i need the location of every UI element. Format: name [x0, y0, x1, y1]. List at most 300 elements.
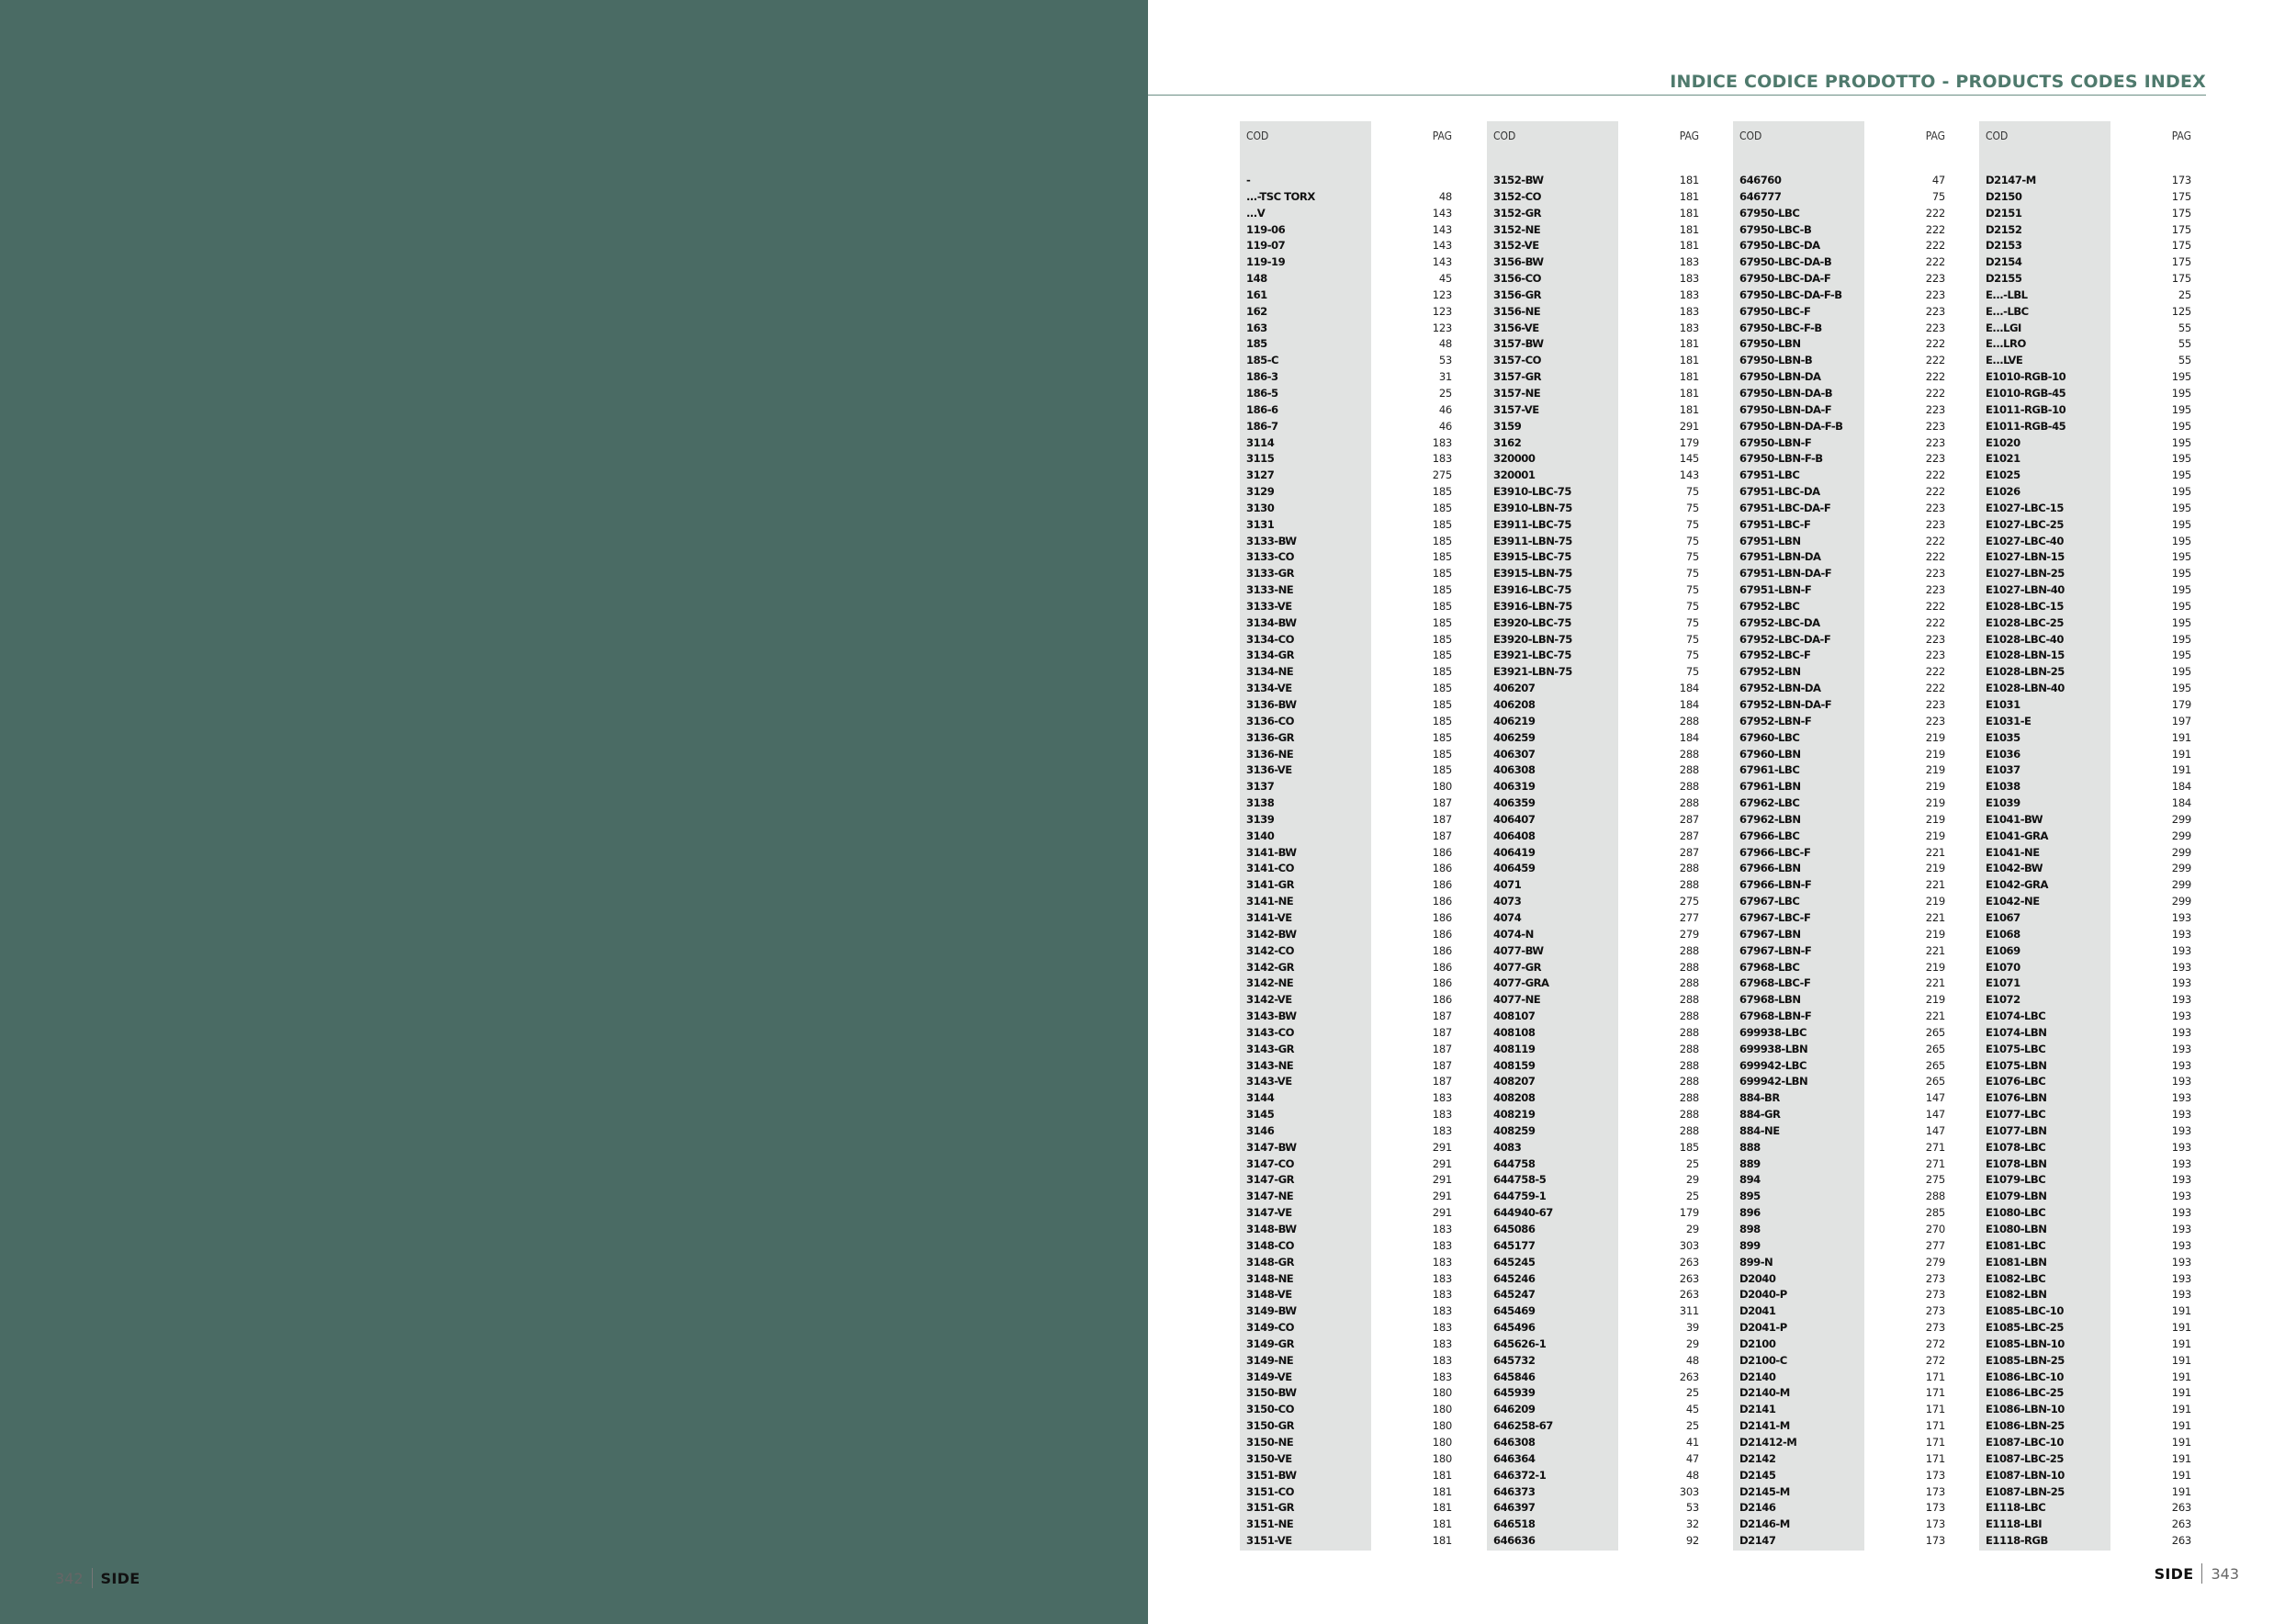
- page-ref: 277: [1925, 1238, 1945, 1252]
- page-ref: 185: [1432, 501, 1452, 514]
- product-code: E1027-LBC-15: [1986, 501, 2064, 514]
- index-row: [1240, 534, 1454, 550]
- index-row: [1240, 894, 1454, 910]
- page-ref: 181: [1432, 1534, 1452, 1548]
- page-ref: 186: [1432, 960, 1452, 974]
- index-row: [1979, 1336, 2193, 1353]
- index-row: [1240, 632, 1454, 648]
- index-row: [1733, 1140, 1947, 1156]
- product-code: 3152-GR: [1493, 206, 1542, 220]
- product-code: 3151-BW: [1246, 1468, 1297, 1482]
- product-code: E1077-LBN: [1986, 1123, 2047, 1137]
- product-code: 3148-CO: [1246, 1238, 1294, 1252]
- product-code: 3157-BW: [1493, 337, 1544, 351]
- index-row: [1487, 1320, 1701, 1336]
- index-row: [1487, 1205, 1701, 1222]
- index-row: [1240, 1205, 1454, 1222]
- index-row: [1240, 582, 1454, 599]
- index-row: [1240, 829, 1454, 845]
- product-code: 67952-LBN-DA-F: [1739, 698, 1832, 711]
- product-code: E1042-BW: [1986, 862, 2043, 875]
- index-row: [1733, 484, 1947, 501]
- page-ref: 195: [2171, 648, 2191, 662]
- product-code: E1086-LBN-10: [1986, 1403, 2065, 1416]
- index-row: [1733, 747, 1947, 763]
- page-ref: 219: [1925, 960, 1945, 974]
- page-ref: 187: [1432, 812, 1452, 826]
- index-row: [1733, 648, 1947, 664]
- index-row: [1240, 845, 1454, 862]
- product-code: E3910-LBC-75: [1493, 485, 1571, 499]
- product-code: 406308: [1493, 763, 1536, 777]
- product-code: 67950-LBC-DA-B: [1739, 255, 1832, 269]
- page-ref: 186: [1432, 878, 1452, 892]
- product-code: 645939: [1493, 1386, 1536, 1400]
- index-row: [1979, 1025, 2193, 1042]
- page-ref: 181: [1679, 206, 1699, 220]
- page-title: INDICE CODICE PRODOTTO - PRODUCTS CODES INDEX: [1670, 72, 2206, 92]
- product-code: 119-06: [1246, 222, 1286, 236]
- product-code: E1075-LBN: [1986, 1058, 2047, 1072]
- index-row: [1979, 697, 2193, 714]
- product-code: D2040: [1739, 1271, 1776, 1285]
- index-row: [1487, 615, 1701, 632]
- page-ref: 195: [2171, 550, 2191, 564]
- index-row: [1979, 517, 2193, 534]
- page-ref: 219: [1925, 747, 1945, 761]
- page-ref: 222: [1925, 468, 1945, 482]
- index-row: [1240, 664, 1454, 681]
- index-row: [1487, 1189, 1701, 1205]
- index-row: [1979, 747, 2193, 763]
- page-ref: 219: [1925, 993, 1945, 1007]
- product-code: 406208: [1493, 698, 1536, 711]
- index-row: [1240, 1353, 1454, 1370]
- index-row: [1733, 960, 1947, 976]
- page-ref: 288: [1679, 763, 1699, 777]
- product-code: 4074: [1493, 910, 1522, 924]
- product-code: E1118-LBI: [1986, 1517, 2043, 1531]
- folio-separator: [92, 1568, 93, 1588]
- page-ref: 221: [1925, 910, 1945, 924]
- product-code: 185-C: [1246, 354, 1279, 367]
- page-ref: 179: [2171, 698, 2191, 711]
- page-ref: 288: [1679, 1025, 1699, 1039]
- product-code: 67950-LBC-F-B: [1739, 321, 1822, 334]
- product-code: E1080-LBC: [1986, 1206, 2046, 1220]
- product-code: 406319: [1493, 780, 1536, 794]
- index-row: [1733, 1468, 1947, 1484]
- page-ref: 179: [1679, 1206, 1699, 1220]
- index-row: [1487, 877, 1701, 894]
- page-ref: 145: [1679, 452, 1699, 466]
- page-ref: 271: [1925, 1156, 1945, 1170]
- page-ref: 291: [1432, 1190, 1452, 1203]
- page-ref: 48: [1438, 337, 1452, 351]
- index-row: [1487, 222, 1701, 239]
- product-code: 67962-LBC: [1739, 796, 1800, 810]
- product-code: 406459: [1493, 862, 1536, 875]
- index-row: [1979, 861, 2193, 877]
- page-ref: 187: [1432, 1058, 1452, 1072]
- page-ref: 180: [1432, 1435, 1452, 1449]
- index-row: [1733, 1271, 1947, 1288]
- index-row: [1487, 336, 1701, 353]
- page-ref: 222: [1925, 682, 1945, 695]
- product-code: E1087-LBN-25: [1986, 1484, 2065, 1498]
- index-row: [1240, 501, 1454, 517]
- index-row: [1487, 976, 1701, 992]
- page-ref: 193: [2171, 1058, 2191, 1072]
- page-ref: 195: [2171, 632, 2191, 646]
- index-row: [1487, 861, 1701, 877]
- page-ref: 185: [1432, 682, 1452, 695]
- page-ref: 175: [2171, 222, 2191, 236]
- product-code: 4077-GRA: [1493, 976, 1549, 990]
- product-code: 3143-NE: [1246, 1058, 1294, 1072]
- product-code: D2100: [1739, 1336, 1776, 1350]
- index-row: [1240, 353, 1454, 369]
- product-code: 3150-NE: [1246, 1435, 1294, 1449]
- page-ref: 171: [1925, 1419, 1945, 1433]
- index-row: [1979, 1222, 2193, 1238]
- index-row: [1487, 1484, 1701, 1501]
- page-ref: 222: [1925, 354, 1945, 367]
- product-code: D2041: [1739, 1304, 1776, 1318]
- pag-header: PAG: [1679, 130, 1699, 142]
- product-code: E1028-LBN-15: [1986, 648, 2065, 662]
- product-code: 3150-CO: [1246, 1403, 1294, 1416]
- index-row: [1487, 566, 1701, 582]
- page-ref: 277: [1679, 910, 1699, 924]
- page-ref: 299: [2171, 895, 2191, 908]
- product-code: D2145: [1739, 1468, 1776, 1482]
- index-row: [1240, 1271, 1454, 1288]
- product-code: 67967-LBC-F: [1739, 910, 1811, 924]
- page-ref: 303: [1679, 1238, 1699, 1252]
- page-ref: 272: [1925, 1353, 1945, 1367]
- index-row: [1979, 1271, 2193, 1288]
- page-ref: 195: [2171, 682, 2191, 695]
- product-code: 3150-GR: [1246, 1419, 1295, 1433]
- index-row: [1979, 206, 2193, 222]
- page-ref: 299: [2171, 862, 2191, 875]
- page-ref: 25: [1438, 386, 1452, 400]
- index-row: [1979, 648, 2193, 664]
- product-code: 3141-VE: [1246, 910, 1292, 924]
- index-row: [1979, 1418, 2193, 1435]
- page-ref: 195: [2171, 370, 2191, 384]
- product-code: D2040-P: [1739, 1288, 1787, 1302]
- index-row: [1979, 254, 2193, 271]
- product-code: D2154: [1986, 255, 2022, 269]
- index-row: [1733, 894, 1947, 910]
- page-ref: 193: [2171, 1238, 2191, 1252]
- page-ref: 193: [2171, 1156, 2191, 1170]
- page-ref: 29: [1685, 1173, 1699, 1187]
- page-ref: 197: [2171, 714, 2191, 727]
- index-row: [1979, 386, 2193, 402]
- index-row: [1240, 615, 1454, 632]
- index-row: [1240, 927, 1454, 943]
- index-row: [1487, 517, 1701, 534]
- right-folio: [2155, 1562, 2239, 1585]
- index-row: [1240, 321, 1454, 337]
- product-code: 3127: [1246, 468, 1275, 482]
- page-ref: 195: [2171, 665, 2191, 679]
- index-row: [1979, 1189, 2193, 1205]
- page-ref: 191: [2171, 1304, 2191, 1318]
- index-row: [1487, 534, 1701, 550]
- product-code: 67951-LBC-F: [1739, 517, 1811, 531]
- cod-header: COD: [1246, 130, 1269, 142]
- index-row: [1979, 1320, 2193, 1336]
- page-ref: 181: [1432, 1517, 1452, 1531]
- product-code: D2140-M: [1739, 1386, 1790, 1400]
- product-code: E1011-RGB-45: [1986, 419, 2066, 433]
- index-row: [1487, 1156, 1701, 1173]
- index-row: [1240, 992, 1454, 1009]
- product-code: E1039: [1986, 796, 2020, 810]
- index-row: [1733, 1336, 1947, 1353]
- index-row: [1240, 566, 1454, 582]
- page-ref: 185: [1432, 747, 1452, 761]
- index-row: [1733, 714, 1947, 730]
- page-ref: 263: [1679, 1271, 1699, 1285]
- product-code: 3133-VE: [1246, 599, 1292, 613]
- index-row: [1979, 599, 2193, 615]
- index-row: [1240, 1484, 1454, 1501]
- product-code: 67951-LBN: [1739, 534, 1801, 547]
- index-row: [1487, 1336, 1701, 1353]
- title-divider: [1148, 95, 2206, 96]
- index-row: [1979, 288, 2193, 304]
- page-ref: 185: [1432, 583, 1452, 597]
- page-ref: 183: [1432, 1238, 1452, 1252]
- product-code: 3134-BW: [1246, 615, 1297, 629]
- index-row: [1733, 1484, 1947, 1501]
- pag-header: PAG: [1925, 130, 1945, 142]
- page-ref: 125: [2171, 304, 2191, 318]
- index-row: [1733, 1418, 1947, 1435]
- page-ref: 191: [2171, 1484, 2191, 1498]
- index-row: [1979, 943, 2193, 960]
- index-row: [1487, 484, 1701, 501]
- page-ref: 143: [1432, 255, 1452, 269]
- page-ref: 288: [1679, 1123, 1699, 1137]
- page-ref: 287: [1679, 812, 1699, 826]
- page-ref: 191: [2171, 763, 2191, 777]
- page-ref: 219: [1925, 796, 1945, 810]
- index-row: [1733, 762, 1947, 779]
- product-code: 119-19: [1246, 255, 1286, 269]
- page-ref: 222: [1925, 255, 1945, 269]
- page-ref: 193: [2171, 993, 2191, 1007]
- product-code: 3144: [1246, 1091, 1275, 1105]
- index-row: [1240, 1320, 1454, 1336]
- index-row: [1733, 1189, 1947, 1205]
- product-code: E1031-E: [1986, 714, 2032, 727]
- product-code: 3162: [1493, 435, 1522, 449]
- page-ref: 39: [1685, 1321, 1699, 1335]
- index-row: [1240, 943, 1454, 960]
- product-code: 67950-LBN-F: [1739, 435, 1812, 449]
- product-code: 67951-LBN-F: [1739, 583, 1812, 597]
- pag-header: PAG: [1432, 130, 1452, 142]
- page-ref: 185: [1432, 698, 1452, 711]
- index-row: [1487, 1402, 1701, 1418]
- page-ref: 183: [1432, 1336, 1452, 1350]
- page-ref: 185: [1432, 632, 1452, 646]
- page-ref: 180: [1432, 1386, 1452, 1400]
- page-ref: 219: [1925, 763, 1945, 777]
- index-row: [1979, 1009, 2193, 1025]
- product-code: 3148-NE: [1246, 1271, 1294, 1285]
- product-code: E1082-LBN: [1986, 1288, 2047, 1302]
- index-row: [1487, 1238, 1701, 1255]
- product-code: 3141-NE: [1246, 895, 1294, 908]
- product-code: 67951-LBC-DA: [1739, 485, 1820, 499]
- product-code: 3147-VE: [1246, 1206, 1292, 1220]
- index-row: [1487, 992, 1701, 1009]
- page-ref: 185: [1432, 485, 1452, 499]
- index-row: [1733, 173, 1947, 189]
- page-ref: 75: [1685, 567, 1699, 581]
- page-ref: 173: [1925, 1484, 1945, 1498]
- index-row: [1733, 419, 1947, 435]
- index-row: [1240, 1303, 1454, 1320]
- page-ref: 223: [1925, 304, 1945, 318]
- product-code: 3157-GR: [1493, 370, 1542, 384]
- product-code: 899-N: [1739, 1255, 1773, 1269]
- product-code: 645177: [1493, 1238, 1536, 1252]
- page-ref: 183: [1679, 321, 1699, 334]
- page-ref: 187: [1432, 1075, 1452, 1088]
- index-row: [1979, 1074, 2193, 1090]
- product-code: E1068: [1986, 927, 2020, 941]
- product-code: 3148-GR: [1246, 1255, 1295, 1269]
- brand-name-right: SIDE: [2154, 1564, 2194, 1583]
- page-ref: 288: [1679, 747, 1699, 761]
- product-code: E1010-RGB-10: [1986, 370, 2066, 384]
- page-ref: 263: [2171, 1517, 2191, 1531]
- product-code: 3152-BW: [1493, 174, 1544, 186]
- index-row: [1487, 386, 1701, 402]
- page-ref: 185: [1432, 550, 1452, 564]
- index-row: [1979, 1484, 2193, 1501]
- page-ref: 183: [1432, 1091, 1452, 1105]
- index-row: [1487, 468, 1701, 484]
- product-code: 406219: [1493, 714, 1536, 727]
- index-row: [1240, 960, 1454, 976]
- index-row: [1979, 451, 2193, 468]
- product-code: 67968-LBN-F: [1739, 1009, 1812, 1023]
- index-row: [1979, 1140, 2193, 1156]
- product-code: 3156-NE: [1493, 304, 1541, 318]
- page-ref: 191: [2171, 1451, 2191, 1465]
- page-ref: 265: [1925, 1058, 1945, 1072]
- page-ref: 193: [2171, 1123, 2191, 1137]
- index-row: [1240, 1042, 1454, 1058]
- page-ref: 219: [1925, 730, 1945, 744]
- product-code: 3143-GR: [1246, 1042, 1295, 1055]
- index-row: [1733, 1303, 1947, 1320]
- page-ref: 223: [1925, 452, 1945, 466]
- product-code: 3130: [1246, 501, 1275, 514]
- product-code: 67967-LBC: [1739, 895, 1800, 908]
- product-code: 67966-LBC: [1739, 829, 1800, 842]
- index-row: [1733, 697, 1947, 714]
- product-code: 3149-CO: [1246, 1321, 1294, 1335]
- product-code: 3151-GR: [1246, 1501, 1295, 1515]
- page-ref: 265: [1925, 1042, 1945, 1055]
- index-row: [1240, 1058, 1454, 1075]
- index-row: [1487, 1385, 1701, 1402]
- page-ref: 25: [1685, 1190, 1699, 1203]
- page-ref: 193: [2171, 1009, 2191, 1023]
- product-code: E1027-LBC-40: [1986, 534, 2064, 547]
- product-code: D2145-M: [1739, 1484, 1790, 1498]
- index-row: [1487, 1287, 1701, 1303]
- product-code: 645626-1: [1493, 1336, 1547, 1350]
- index-row: [1487, 1468, 1701, 1484]
- index-row: [1979, 1517, 2193, 1533]
- page-ref: 291: [1432, 1173, 1452, 1187]
- page-ref: 25: [1685, 1156, 1699, 1170]
- index-row: [1487, 1222, 1701, 1238]
- index-row: [1733, 829, 1947, 845]
- index-row: [1979, 730, 2193, 747]
- page-ref: 183: [1679, 255, 1699, 269]
- index-row: [1240, 173, 1454, 189]
- product-code: E1028-LBN-25: [1986, 665, 2065, 679]
- index-row: [1733, 599, 1947, 615]
- product-code: 3142-CO: [1246, 943, 1294, 957]
- product-code: E1075-LBC: [1986, 1042, 2046, 1055]
- page-ref: 187: [1432, 1042, 1452, 1055]
- product-code: ...-TSC TORX: [1246, 189, 1315, 203]
- page-ref: 183: [1432, 1370, 1452, 1383]
- product-code: 3147-BW: [1246, 1140, 1297, 1154]
- page-ref: 279: [1925, 1255, 1945, 1269]
- index-row: [1240, 730, 1454, 747]
- index-row: [1733, 566, 1947, 582]
- page-ref: 193: [2171, 1140, 2191, 1154]
- index-row: [1487, 321, 1701, 337]
- product-code: 889: [1739, 1156, 1761, 1170]
- page-ref: 299: [2171, 845, 2191, 859]
- product-code: 3156-GR: [1493, 288, 1542, 301]
- index-row: [1487, 762, 1701, 779]
- product-code: E1118-LBC: [1986, 1501, 2046, 1515]
- product-code: 67960-LBN: [1739, 747, 1801, 761]
- product-code: 161: [1246, 288, 1267, 301]
- index-row: [1240, 468, 1454, 484]
- index-row: [1979, 1287, 2193, 1303]
- page-ref: 193: [2171, 1271, 2191, 1285]
- index-row: [1240, 435, 1454, 452]
- product-code: E1028-LBN-40: [1986, 682, 2065, 695]
- page-ref: 291: [1432, 1140, 1452, 1154]
- page-ref: 55: [2178, 321, 2191, 334]
- product-code: D2146-M: [1739, 1517, 1790, 1531]
- page-ref: 185: [1432, 599, 1452, 613]
- page-ref: 143: [1432, 206, 1452, 220]
- page-ref: 147: [1925, 1091, 1945, 1105]
- index-row: [1487, 1058, 1701, 1075]
- index-row: [1979, 894, 2193, 910]
- page-ref: 299: [2171, 812, 2191, 826]
